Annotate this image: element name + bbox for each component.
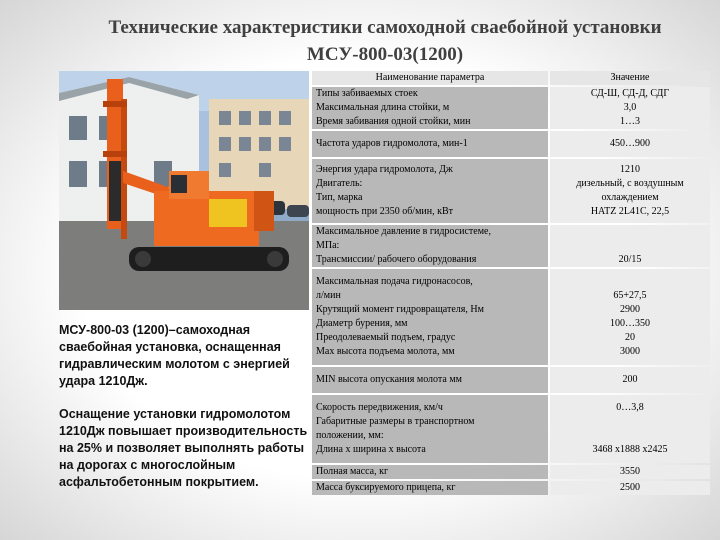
param-line: Габаритные размеры в транспортном — [316, 416, 475, 427]
value-line: 2900 — [620, 304, 640, 315]
value-line: охлаждением — [601, 192, 659, 203]
title-line-1: Технические характеристики самоходной сваебойной установки — [108, 17, 662, 38]
value-line: 20/15 — [618, 254, 642, 265]
param-line: Частота ударов гидромолота, мин-1 — [316, 138, 468, 149]
value-cell — [550, 159, 710, 223]
param-line: Максимальная подача гидронасосов, — [316, 276, 473, 287]
value-line: 0…3,8 — [616, 402, 644, 413]
value-cell — [550, 87, 710, 129]
param-line: Максимальное давление в гидросистеме, — [316, 226, 491, 237]
value-cell — [550, 225, 710, 267]
value-cell — [550, 269, 710, 365]
value-line — [554, 415, 706, 429]
value-line: 450…900 — [610, 138, 650, 149]
value-line: дизельный, с воздушным — [576, 178, 684, 189]
param-cell — [312, 225, 548, 267]
table-row — [312, 481, 710, 495]
value-line: 3000 — [620, 346, 640, 357]
param-cell — [312, 131, 548, 157]
param-line: мощность при 2350 об/мин, кВт — [316, 206, 453, 217]
value-line: 3,0 — [623, 102, 637, 113]
param-line: Максимальная длина стойки, м — [316, 102, 450, 113]
value-line: 1210 — [620, 164, 640, 175]
value-line: 3550 — [620, 466, 640, 477]
table-row — [312, 465, 710, 479]
caption-machine-description: МСУ-800-03 (1200)–самоходная сваебойная установка, оснащенная гидравлическим молотом с энергией удара 1210Дж. — [59, 323, 290, 388]
param-line: положении, мм: — [316, 430, 384, 441]
value-line — [554, 275, 706, 289]
value-line: 65+27,5 — [613, 290, 647, 301]
title-line-2: МСУ-800-03(1200) — [306, 44, 464, 65]
param-line: МПа: — [316, 240, 340, 251]
param-line: Преодолеваемый подъем, градус — [316, 332, 456, 343]
param-line: MIN высота опускания молота мм — [316, 374, 463, 385]
spec-table — [312, 71, 710, 497]
param-line: Время забивания одной стойки, мин — [316, 116, 471, 127]
param-cell — [312, 159, 548, 223]
param-cell — [312, 481, 548, 495]
value-line: HATZ 2L41C, 22,5 — [590, 206, 670, 217]
value-line: 1…3 — [620, 116, 640, 127]
param-cell — [312, 87, 548, 129]
value-line: 2500 — [620, 482, 640, 493]
param-line: Диаметр бурения, мм — [316, 318, 408, 329]
slide-title — [40, 14, 720, 68]
table-row — [312, 269, 710, 365]
value-line: 100…350 — [610, 318, 650, 329]
param-line: Длина х ширина х высота — [316, 444, 426, 455]
table-row — [312, 367, 710, 393]
value-line — [554, 225, 706, 239]
value-line: 20 — [625, 332, 635, 343]
param-cell — [312, 395, 548, 463]
param-cell — [312, 465, 548, 479]
param-line: Тип, марка — [316, 192, 363, 203]
table-header-row — [312, 71, 710, 85]
param-line: Масса буксируемого прицепа, кг — [316, 482, 456, 493]
value-line: 3468 х1888 х2425 — [592, 444, 668, 455]
param-line: Скорость передвижения, км/ч — [316, 402, 443, 413]
param-line: Max высота подъема молота, мм — [316, 346, 455, 357]
param-cell — [312, 367, 548, 393]
table-row — [312, 131, 710, 157]
param-cell — [312, 269, 548, 365]
caption-hammer-benefit: Оснащение установки гидромолотом 1210Дж повышает производительность на 25% и позволяет выполнять работы на дорогах с многослойным асфальтобетонным покрытием. — [59, 407, 308, 489]
param-line: Типы забиваемых стоек — [316, 88, 418, 99]
header-value: Значение — [550, 71, 710, 85]
value-line — [554, 239, 706, 253]
param-line: Полная масса, кг — [316, 466, 389, 477]
header-param: Наименование параметра — [312, 71, 548, 85]
value-cell — [550, 465, 710, 479]
param-line: Энергия удара гидромолота, Дж — [316, 164, 453, 175]
table-row — [312, 159, 710, 223]
value-cell — [550, 131, 710, 157]
param-line: л/мин — [316, 290, 341, 301]
value-line: СД-Ш, СД-Д, СДГ — [590, 88, 670, 99]
table-row — [312, 87, 710, 129]
value-cell — [550, 481, 710, 495]
table-row — [312, 225, 710, 267]
param-line: Крутящий момент гидровращателя, Нм — [316, 304, 484, 315]
value-line — [554, 429, 706, 443]
value-cell — [550, 395, 710, 463]
value-cell — [550, 367, 710, 393]
machine-photo — [59, 71, 309, 310]
pile-driver-illustration — [59, 71, 309, 310]
param-line: Трансмиссии/ рабочего оборудования — [316, 254, 477, 265]
param-line: Двигатель: — [316, 178, 363, 189]
table-row — [312, 395, 710, 463]
value-line: 200 — [622, 374, 638, 385]
